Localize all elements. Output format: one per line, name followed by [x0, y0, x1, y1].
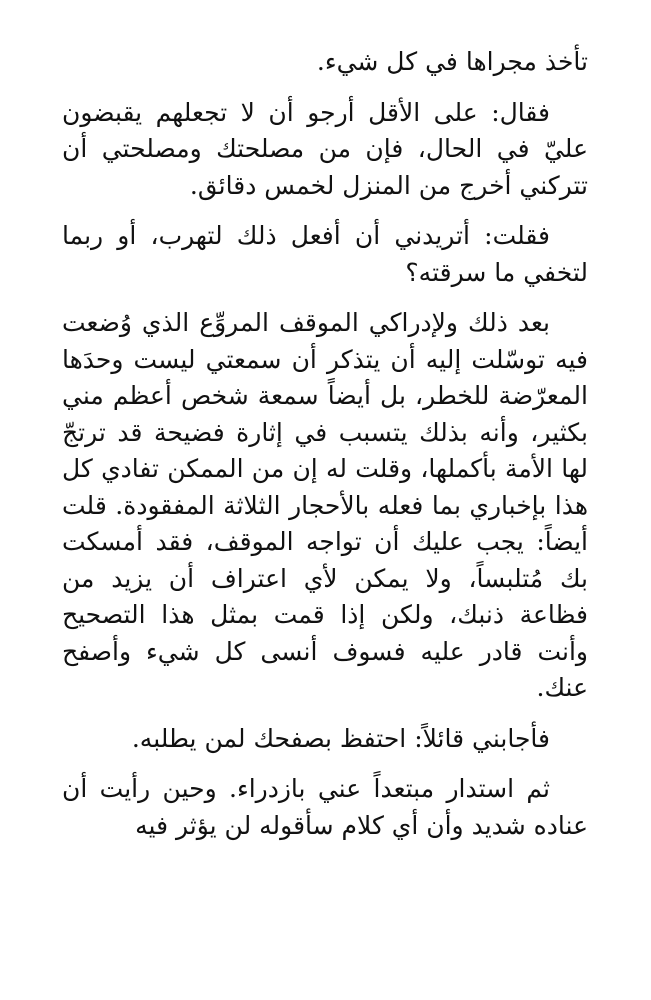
- paragraph-continuation: تأخذ مجراها في كل شيء.: [316, 47, 588, 76]
- book-page: [62, 44, 588, 858]
- paragraph-reply: فأجابني قائلاً: احتفظ بصفحك لمن يطلبه.: [131, 723, 550, 753]
- paragraph-turned-away: ثم استدار مبتعداً عني بازدراء. وحين رأيت أن عناده شديد وأن أي كلام سأقوله لن يؤثر فيه: [62, 774, 588, 840]
- paragraph-plea: بعد ذلك ولإدراكي الموقف المروِّع الذي وُضعت فيه توسّلت إليه أن يتذكر أن سمعتي ليست وحدَها المعرّضة للخطر، بل أيضاً سمعة شخص أعظم مني بكثير، وأنه بذلك يتسبب في إثارة فضيحة قد ترتجّ لها الأمة بأكملها، وقلت له إن من الممكن تفادي كل هذا بإخباري بما فعله بالأحجار الثلاثة المفقودة. قلت أيضاً: يجب عليك أن تواجه الموقف، فقد أمسكت بك مُتلبساً، ولا يمكن لأي اعتراف أن يزيد من فظاعة ذنبك، ولكن إذا قمت بمثل هذا التصحيح وأنت قادر عليه فسوف أنسى كل شيء وأصفح عنك.: [62, 308, 588, 702]
- paragraph-i-said: فقلت: أتريدني أن أفعل ذلك لتهرب، أو ربما لتخفي ما سرقته؟: [62, 221, 588, 287]
- paragraph-he-said: فقال: على الأقل أرجو أن لا تجعلهم يقبضون عليّ في الحال، فإن من مصلحتك ومصلحتي أن تتركني أخرج من المنزل لخمس دقائق.: [62, 97, 588, 200]
